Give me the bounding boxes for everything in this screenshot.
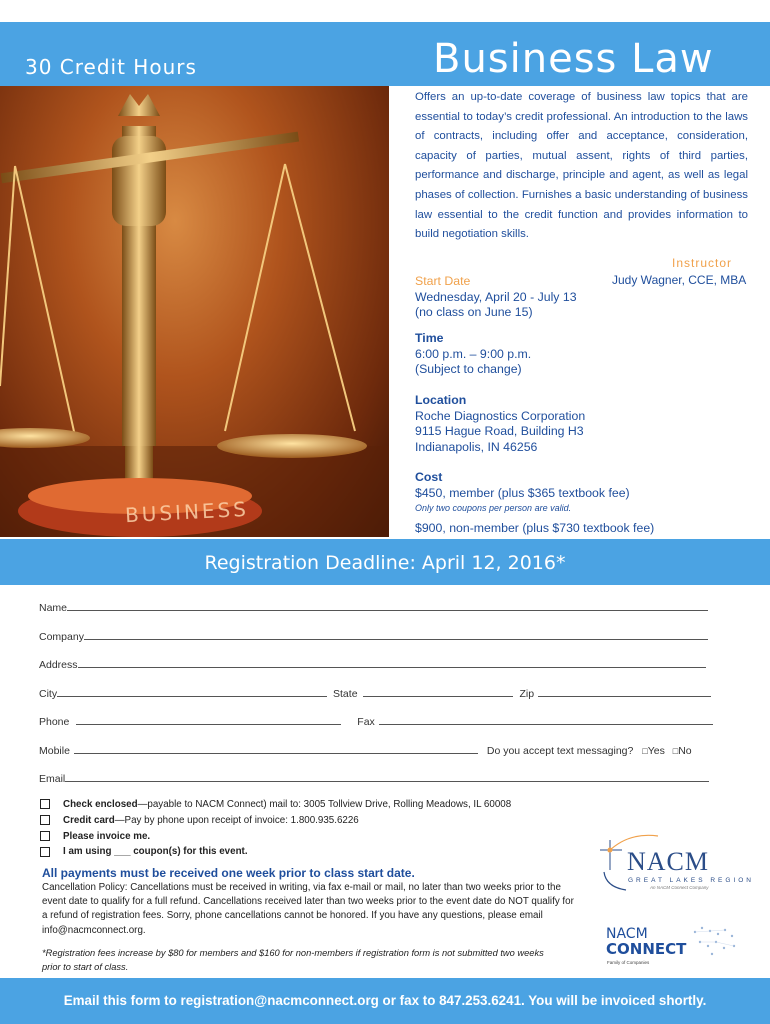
cost-block [415, 470, 654, 536]
time-line2: (Subject to change) [415, 362, 522, 377]
mobile-row [39, 743, 692, 757]
nacm-logo-text: NACM [627, 847, 710, 876]
location-label: Location [415, 393, 467, 407]
fee-note: *Registration fees increase by $80 for members and $160 for non-members if registration form is not submitted two weeks prior to start of class. [42, 948, 544, 972]
cost-nonmember: $900, non-member (plus $730 textbook fee) [415, 520, 655, 535]
company-field[interactable] [84, 629, 708, 640]
nacm-region: GREAT LAKES REGION [628, 877, 755, 884]
fax-label: Fax [357, 716, 375, 728]
text-messaging-question: Do you accept text messaging? [486, 745, 634, 757]
cost-note: Only two coupons per person are valid. [415, 503, 572, 514]
option-bold: Check enclosed [63, 799, 138, 810]
footer-instructions: Email this form to registration@nacmconnect.org or fax to 847.253.6241. You will be invoiced shortly. [63, 993, 707, 1008]
connect-logo-line2: CONNECT [606, 940, 687, 958]
scales-of-justice-photo [0, 86, 389, 537]
payment-option-coupon [40, 844, 511, 860]
mobile-label: Mobile [39, 745, 70, 757]
city-field[interactable] [57, 686, 327, 697]
zip-label: Zip [519, 688, 535, 700]
payment-option-check [40, 797, 511, 813]
us-map-dots-icon [690, 922, 740, 962]
name-row [39, 600, 708, 614]
fax-field[interactable] [379, 714, 713, 725]
registration-deadline: Registration Deadline: April 12, 2016* [204, 552, 566, 574]
option-bold: Please invoice me. [63, 830, 151, 842]
yes-checkbox[interactable]: □ [642, 746, 648, 756]
state-field[interactable] [363, 686, 513, 697]
time-block [415, 331, 531, 378]
cost-member: $450, member (plus $365 textbook fee) [415, 485, 630, 500]
yes-label: Yes [647, 745, 665, 757]
start-date-label: Start Date [415, 274, 471, 288]
state-label: State [333, 688, 358, 700]
nacm-tagline: An NACM Connect Company [650, 885, 709, 890]
company-row [39, 629, 708, 643]
option-text: —Pay by phone upon receipt of invoice: 1.800.935.6226 [114, 814, 359, 826]
cancellation-policy: Cancellation Policy: Cancellations must be received in writing, via fax e-mail or mail, no later than two weeks prior to the event date to qualify for a full refund. Cancellations received later than two weeks prior to the event date do NOT qualify for a refund of registration fees. Sorry, phone cancellations cannot be honored. If you have any questions, please email info@nacmconnect.org. [42, 882, 574, 936]
company-label: Company [39, 631, 84, 643]
start-date-line2: (no class on June 15) [415, 305, 533, 320]
payment-option-credit [40, 813, 511, 829]
phone-label: Phone [39, 716, 70, 728]
payment-options [40, 797, 511, 860]
course-description: Offers an up-to-date coverage of business law topics that are essential to today’s credit professional. An introduction to the laws of contracts, including offer and acceptance, consideration, capacity of parties, mutual assent, rights of third parties, performance and discharge, principle and agent, as well as legal phases of collection. Furnishes a basic understanding of business law essential to the credit function and provides information to build negotiation skills. [415, 91, 748, 241]
credit-checkbox[interactable] [40, 815, 50, 825]
option-bold: I am using ___ coupon(s) for this event. [63, 846, 248, 858]
invoice-checkbox[interactable] [40, 831, 50, 841]
course-title: Business Law [433, 36, 714, 82]
city-label: City [39, 688, 58, 700]
instructor-name: Judy Wagner, CCE, MBA [612, 273, 747, 287]
city-row [39, 686, 711, 700]
base-engraving: BUSINESS [124, 496, 250, 528]
time-label: Time [415, 331, 444, 345]
email-label: Email [39, 773, 66, 785]
coupon-checkbox[interactable] [40, 847, 50, 857]
credit-hours: 30 Credit Hours [25, 55, 197, 79]
name-label: Name [39, 602, 68, 614]
payment-heading: All payments must be received one week prior to class start date. [42, 866, 415, 880]
time-line1: 6:00 p.m. – 9:00 p.m. [415, 346, 532, 361]
payment-option-invoice [40, 829, 511, 845]
phone-row [39, 714, 713, 728]
zip-field[interactable] [538, 686, 711, 697]
start-date-block [415, 274, 577, 321]
no-checkbox[interactable]: □ [672, 746, 679, 756]
mobile-field[interactable] [74, 743, 478, 754]
address-field[interactable] [78, 657, 706, 668]
connect-logo-line1: NACM [606, 926, 648, 942]
cost-label: Cost [415, 470, 443, 484]
address-label: Address [39, 659, 78, 671]
option-bold: Credit card [63, 814, 115, 826]
email-row [39, 771, 709, 785]
location-block [415, 393, 585, 455]
connect-family: Family of Companies [607, 960, 650, 965]
location-line3: Indianapolis, IN 46256 [415, 439, 538, 454]
email-field[interactable] [65, 771, 709, 782]
instructor-label: Instructor [672, 256, 733, 270]
scales-illustration [0, 86, 389, 537]
option-text: —payable to NACM Connect) mail to: 3005 Tollview Drive, Rolling Meadows, IL 60008 [137, 799, 512, 810]
no-label: No [678, 745, 692, 757]
name-field[interactable] [67, 600, 708, 611]
start-date-line1: Wednesday, April 20 - July 13 [415, 289, 577, 304]
location-line2: 9115 Hague Road, Building H3 [415, 424, 584, 439]
location-line1: Roche Diagnostics Corporation [415, 408, 586, 423]
check-checkbox[interactable] [40, 799, 50, 809]
phone-field[interactable] [76, 714, 341, 725]
address-row [39, 657, 706, 671]
